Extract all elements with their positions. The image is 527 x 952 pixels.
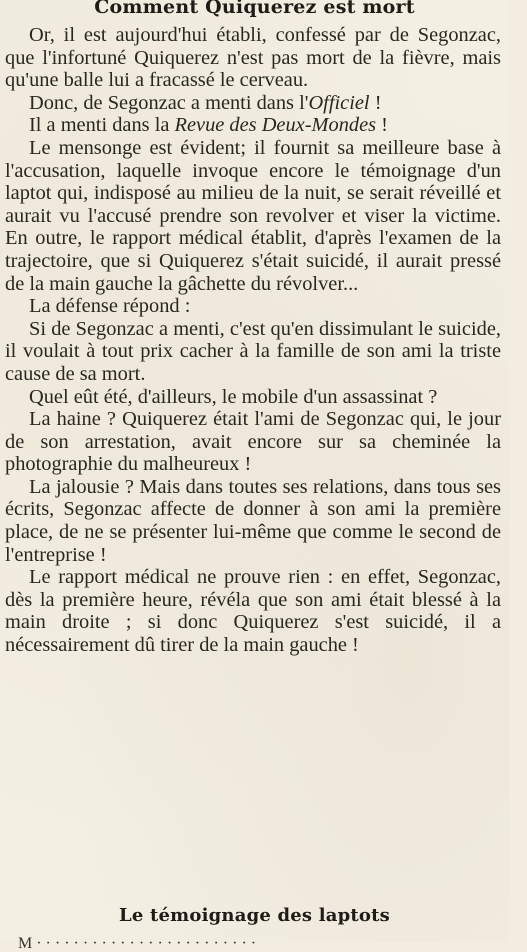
- cut-off-text-line: M · · · · · · · · · · · · · · · · · · · · · · · ·: [18, 935, 257, 952]
- paragraph-3-tail: !: [376, 114, 388, 137]
- paragraph-8: La haine ? Quiquerez était l'ami de Segonzac qui, le jour de son arrestation, avait encore sur sa cheminée la photographie du malheureux !: [5, 408, 501, 476]
- paragraph-3-text: Il a menti dans la: [29, 114, 175, 137]
- revue-italic: Revue des Deux-Mondes: [174, 114, 377, 137]
- paragraph-7: Quel eût été, d'ailleurs, le mobile d'un assassinat ?: [29, 385, 438, 408]
- paragraph-2-text: Donc, de Segonzac a menti dans l': [29, 91, 309, 114]
- article-body: [5, 24, 501, 657]
- paragraph-3: [5, 114, 501, 137]
- paragraph-4: Le mensonge est évident; il fournit sa meilleure base à l'accusation, laquelle invoque encore le témoignage d'un laptot qui, indisposé au milieu de la nuit, se serait réveillé et aurait vu l'accusé prendre son revolver et viser la victime. En outre, le rapport médical établit, d'après l'examen de la trajectoire, que si Quiquerez s'était suicidé, il aurait pressé de la main gauche la gâchette du révolver...: [5, 136, 501, 295]
- paragraph-10: Le rapport médical ne prouve rien : en effet, Segonzac, dès la première heure, révéla que son ami était blessé à la main droite ; si donc Quiquerez s'est suicidé, il a nécessairement dû tirer de la main gauche !: [5, 566, 501, 657]
- paragraph-2: [5, 92, 501, 115]
- paragraph-1: Or, il est aujourd'hui établi, confessé par de Segonzac, que l'infortuné Quiquerez n'est pas mort de la fièvre, mais qu'une balle lui a fracassé le cerveau.: [5, 24, 501, 92]
- paragraph-2-tail: !: [369, 91, 382, 114]
- article-title: Comment Quiquerez est mort: [94, 0, 415, 18]
- paragraph-6: Si de Segonzac a menti, c'est qu'en dissimulant le suicide, il voulait à tout prix cacher à la famille de son ami la triste cause de sa mort.: [5, 317, 501, 385]
- officiel-italic: Officiel: [308, 91, 370, 114]
- paragraph-5: La défense répond :: [29, 295, 191, 318]
- paragraph-9: La jalousie ? Mais dans toutes ses relations, dans tous ses écrits, Segonzac affecte de donner à son ami la première place, de ne se présenter lui-même que comme le second de l'entreprise !: [5, 475, 501, 566]
- next-section-title: Le témoignage des laptots: [119, 905, 390, 926]
